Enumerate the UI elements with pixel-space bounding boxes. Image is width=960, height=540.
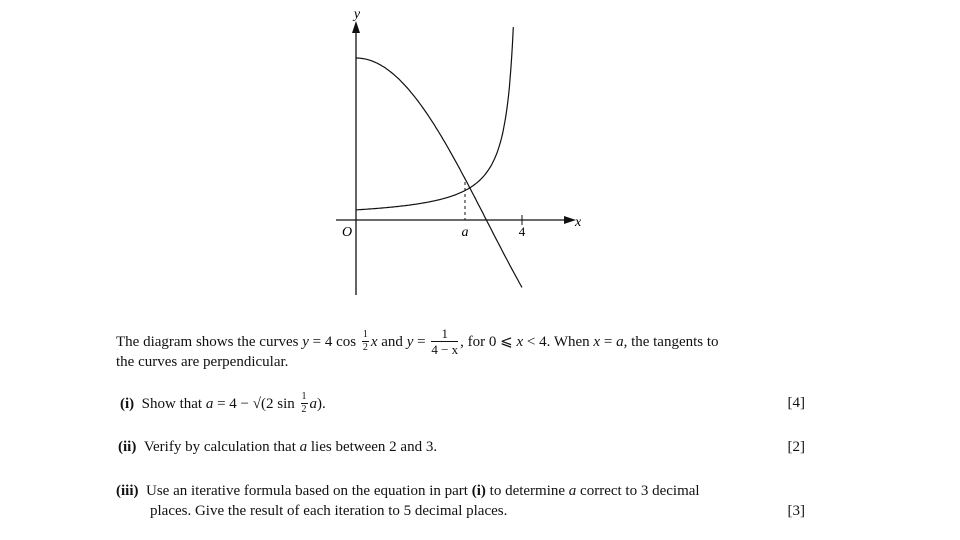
part-label: (ii) (118, 439, 137, 455)
part-text: ). (317, 395, 326, 412)
var-a: a (299, 439, 308, 455)
origin-label: O (341, 225, 353, 240)
marks-iii: [3] (787, 503, 805, 519)
part-text: correct to 3 decimal (576, 483, 700, 499)
var-y: y (406, 333, 414, 350)
var-a: a (205, 395, 214, 412)
fraction-denominator: 2 (362, 342, 368, 353)
cos-curve (356, 58, 522, 287)
part-text: = 4 − √(2 sin (213, 395, 299, 412)
var-a: a (309, 395, 317, 412)
fraction-numerator: 1 (362, 329, 368, 340)
var-x: x (516, 333, 524, 350)
part-text: Use an iterative formula based on the equation in part (146, 483, 472, 499)
marks-i: [4] (787, 395, 805, 411)
intro-tangents: , the tangents to (623, 333, 719, 350)
tick-4-label: 4 (518, 224, 526, 239)
intro-and: and (377, 333, 407, 350)
marks-ii: [2] (787, 439, 805, 455)
var-x: x (593, 333, 601, 350)
fraction-denominator: 2 (301, 404, 307, 415)
reciprocal-fraction (431, 327, 458, 356)
half-fraction (362, 330, 369, 353)
intro-eq2: = (413, 333, 430, 350)
part-label: (i) (120, 395, 135, 412)
y-axis-label: y (353, 7, 361, 22)
part-iii-line-2: places. Give the result of each iteration to 5 decimal places. (150, 503, 508, 519)
intro-line-2: the curves are perpendicular. (116, 354, 289, 370)
part-text: to determine (485, 483, 569, 499)
part-reference: (i) (471, 483, 486, 499)
intro-equals: = (600, 333, 617, 350)
part-text: Show that (141, 395, 206, 412)
y-axis-arrowhead (352, 21, 360, 33)
var-y: y (302, 333, 309, 350)
reciprocal-curve (356, 27, 513, 210)
var-a: a (568, 483, 577, 499)
var-a: a (616, 333, 624, 350)
half-fraction (301, 392, 308, 415)
part-text: lies between 2 and 3. (307, 439, 438, 455)
intro-range: , for 0 ⩽ (460, 333, 517, 350)
intro-when: < 4. When (523, 333, 594, 350)
fraction-denominator: 4 − x (431, 342, 459, 357)
intro-eq1: = 4 cos (308, 333, 360, 350)
part-ii (118, 437, 437, 457)
axes (336, 30, 565, 295)
part-iii (116, 481, 700, 501)
intro-text: The diagram shows the curves (116, 333, 303, 350)
part-text: Verify by calculation that (143, 439, 300, 455)
part-i (120, 393, 326, 416)
x-axis-label: x (575, 215, 582, 230)
tick-a-label: a (461, 225, 469, 240)
fraction-numerator: 1 (301, 391, 307, 402)
var-x: x (370, 333, 378, 350)
part-label: (iii) (116, 483, 139, 499)
fraction-numerator: 1 (431, 327, 458, 342)
